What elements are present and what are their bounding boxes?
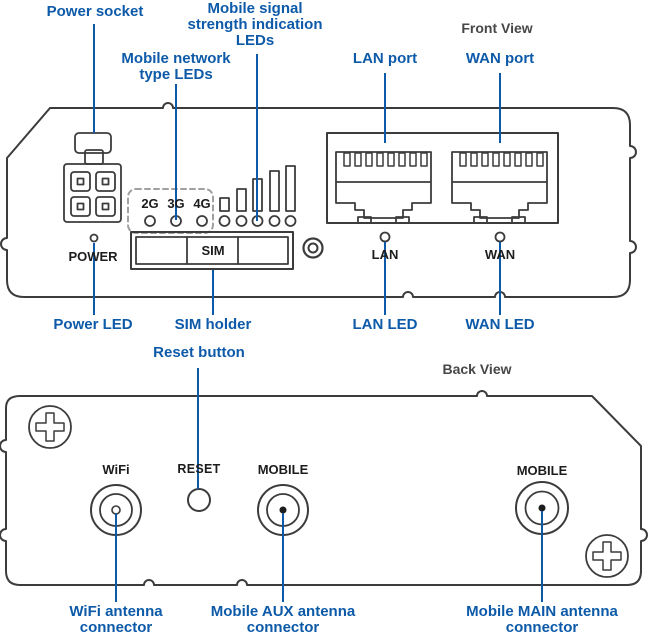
front-view-title: Front View [461, 20, 533, 36]
annotation-wifi-connector-line2: connector [79, 619, 153, 636]
lan-led [381, 233, 390, 242]
annotation-mobile-network-line1: Mobile network [121, 50, 231, 67]
phillips-cross-icon [593, 542, 621, 570]
lan-port [336, 152, 431, 223]
annotation-power-led: Power LED [53, 316, 133, 333]
screw-bottom-right [586, 535, 628, 577]
annotation-reset-button: Reset button [153, 344, 245, 361]
wan-port-foot [512, 217, 525, 223]
panel-label-mobile-aux: MOBILE [257, 462, 309, 477]
power-socket-pin-hole [103, 204, 109, 210]
power-socket-pin [71, 172, 90, 191]
power-socket-pin-hole [78, 179, 84, 185]
wan-port-pins [460, 153, 543, 166]
leader-lines [94, 24, 542, 602]
annotation-main-connector-line2: connector [505, 619, 579, 636]
panel-label-wifi: WiFi [102, 462, 130, 477]
annotation-lan-port: LAN port [352, 50, 418, 67]
signal-led-1 [220, 216, 230, 226]
power-socket-pin [96, 172, 115, 191]
lan-port-foot [358, 217, 371, 223]
annotation-lan-led: LAN LED [352, 316, 418, 333]
annotation-power-socket: Power socket [46, 3, 144, 20]
power-socket [64, 133, 121, 222]
power-led [91, 235, 98, 242]
signal-bar-2 [237, 189, 246, 211]
annotation-aux-connector-line2: connector [246, 619, 320, 636]
annotation-mobile-network-line2: type LEDs [139, 66, 213, 83]
back-panel [0, 391, 647, 585]
panel-label-lan: LAN [371, 247, 399, 262]
annotation-wan-led: WAN LED [465, 316, 535, 333]
panel-label-4g: 4G [193, 196, 211, 211]
panel-label-2g: 2G [141, 196, 159, 211]
front-panel [1, 103, 636, 297]
power-socket-pin-hole [103, 179, 109, 185]
reset-button-hole [188, 489, 210, 511]
annotation-aux-connector-line1: Mobile AUX antenna [210, 603, 356, 620]
signal-led-5 [286, 216, 296, 226]
annotation-mobile-signal-line1: Mobile signal [207, 0, 303, 17]
annotation-mobile-signal-line2: strength indication [187, 16, 323, 33]
panel-label-3g: 3G [167, 196, 185, 211]
panel-label-mobile-main: MOBILE [516, 463, 568, 478]
signal-bar-5 [286, 166, 295, 211]
washer-ring-outer [304, 239, 323, 258]
wan-port [452, 152, 547, 223]
annotation-sim-holder: SIM holder [174, 316, 252, 333]
screw-top-left [29, 406, 71, 448]
panel-label-power: POWER [68, 249, 118, 264]
power-socket-pin [96, 197, 115, 216]
signal-bar-1 [220, 198, 229, 211]
phillips-cross-icon [36, 413, 64, 441]
panel-label-wan: WAN [484, 247, 516, 262]
lan-port-foot [396, 217, 409, 223]
back-panel-outline [0, 391, 647, 585]
annotation-wifi-connector-line1: WiFi antenna [69, 603, 163, 620]
annotation-mobile-signal-line3: LEDs [235, 32, 275, 49]
signal-led-2 [237, 216, 247, 226]
washer-ring-inner [309, 244, 318, 253]
panel-label-sim: SIM [201, 243, 225, 258]
led-4g [197, 216, 207, 226]
power-socket-pin-hole [78, 204, 84, 210]
annotation-wan-port: WAN port [465, 50, 535, 67]
power-socket-pin [71, 197, 90, 216]
back-view-title: Back View [442, 361, 512, 377]
led-2g [145, 216, 155, 226]
panel-label-reset: RESET [177, 462, 221, 476]
wan-led [496, 233, 505, 242]
wan-port-foot [474, 217, 487, 223]
lan-port-pins [344, 153, 427, 166]
annotation-main-connector-line1: Mobile MAIN antenna [466, 603, 618, 620]
signal-bar-4 [270, 171, 279, 211]
signal-led-4 [270, 216, 280, 226]
